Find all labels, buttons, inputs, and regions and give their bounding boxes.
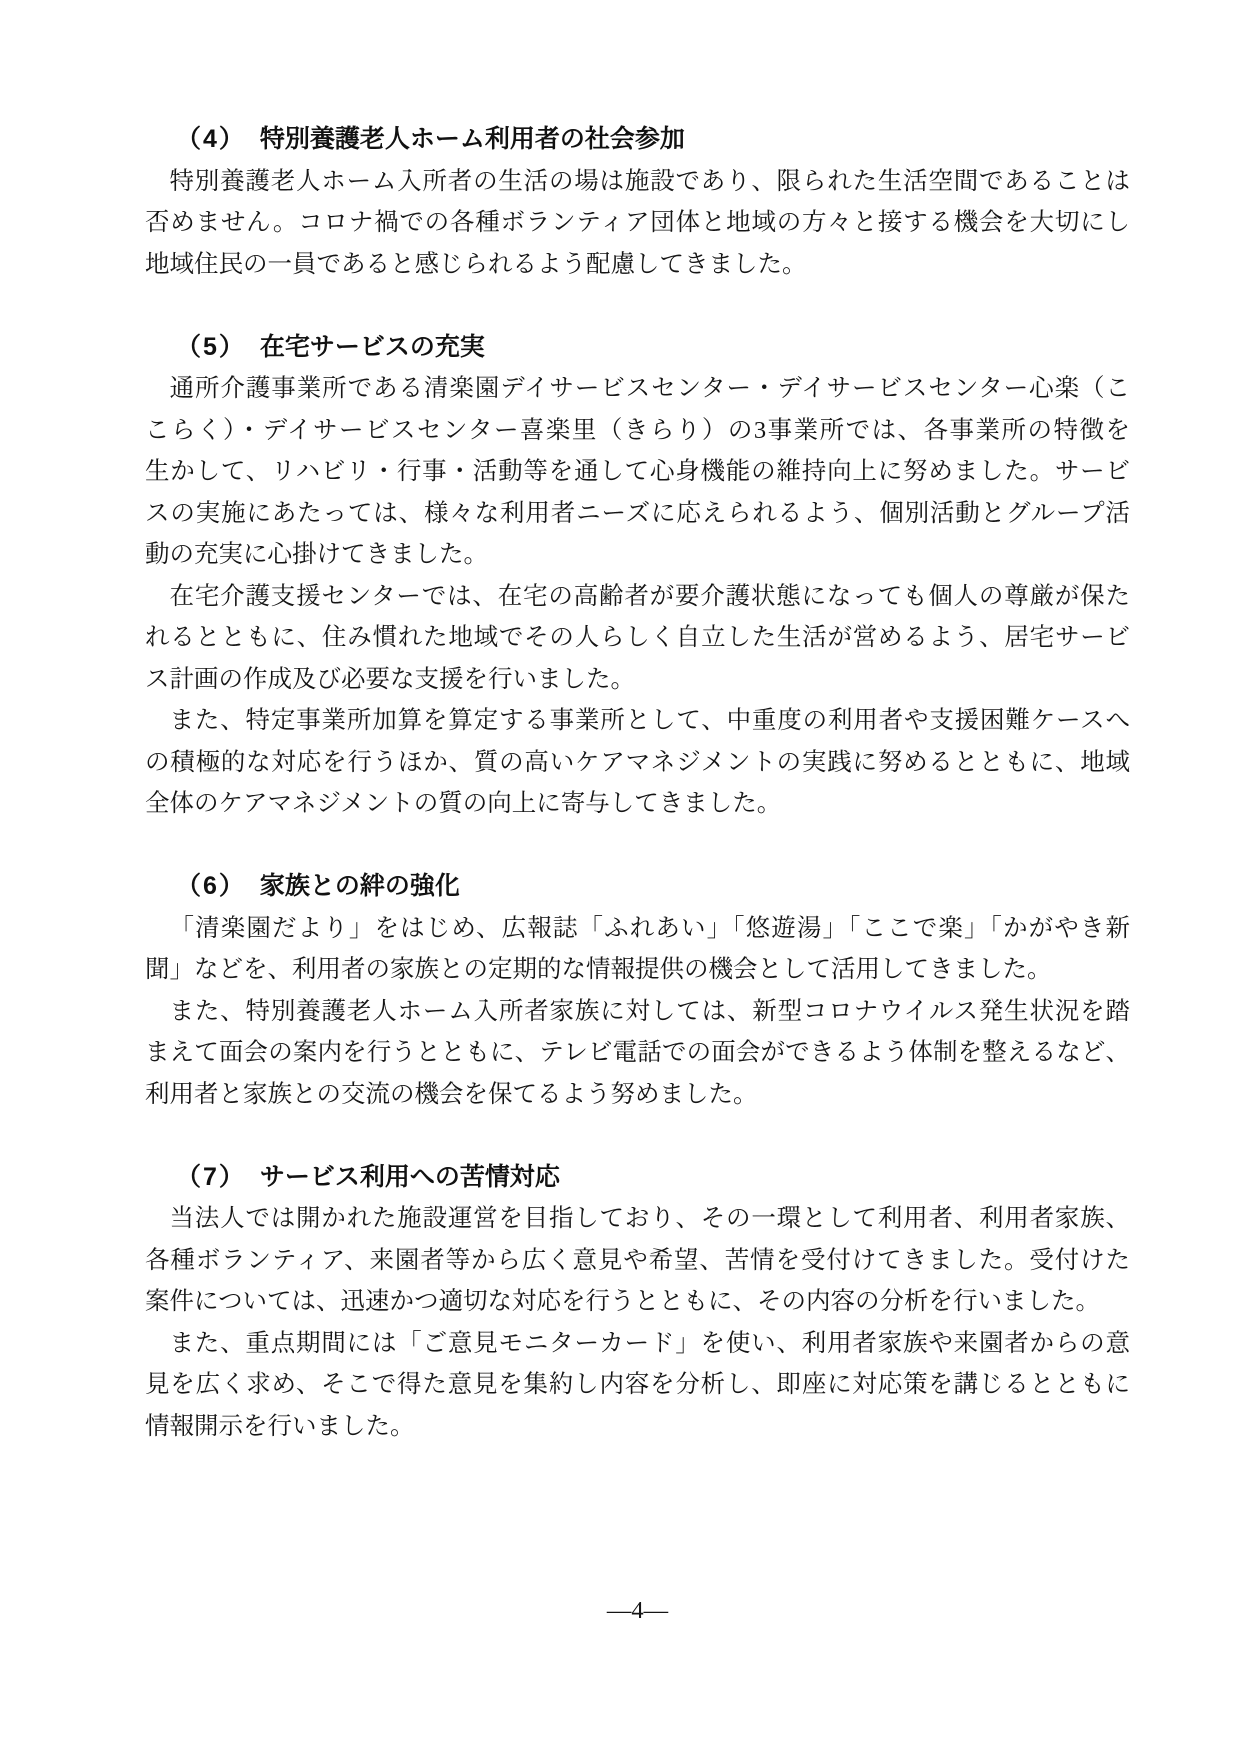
text-line: れるとともに、住み慣れた地域でその人らしく自立した生活が営めるよう、居宅サービ xyxy=(145,624,1130,651)
section-number: （4） xyxy=(176,125,246,153)
section-heading xyxy=(145,327,1130,369)
section-number: （7） xyxy=(176,1162,246,1191)
text-line: 利用者と家族との交流の機会を保てるよう努めました。 xyxy=(145,1080,758,1108)
text-line: 特別養護老人ホーム入所者の生活の場は施設であり、限られた生活空間であることは xyxy=(169,167,1130,195)
text-line: 生かして、リハビリ・行事・活動等を通して心身機能の維持向上に努めました。サービ xyxy=(145,458,1130,485)
text-line: 見を広く求め、そこで得た意見を集約し内容を分析し、即座に対応策を講じるとともに xyxy=(145,1371,1130,1398)
paragraph xyxy=(145,1198,1130,1323)
paragraph xyxy=(145,576,1130,701)
text-line: 「清楽園だより」をはじめ、広報誌「ふれあい」「悠遊湯」「ここで楽」「かがやき新 xyxy=(169,914,1130,942)
text-line: こらく）・デイサービスセンター喜楽里（きらり）の3事業所では、各事業所の特徴を xyxy=(145,416,1130,444)
section xyxy=(145,327,1130,825)
section-heading xyxy=(145,119,1130,161)
text-line: 聞」などを、利用者の家族との定期的な情報提供の機会として活用してきました。 xyxy=(145,956,1052,983)
paragraph xyxy=(145,161,1130,286)
text-line: ス計画の作成及び必要な支援を行いました。 xyxy=(145,665,635,693)
section-title: 在宅サービスの充実 xyxy=(259,332,485,361)
paragraph xyxy=(145,368,1130,576)
text-line: の積極的な対応を行うほか、質の高いケアマネジメントの実践に努めるとともに、地域 xyxy=(145,748,1130,776)
section-number: （5） xyxy=(176,332,246,361)
text-line: まえて面会の案内を行うとともに、テレビ電話での面会ができるよう体制を整えるなど、 xyxy=(145,1039,1130,1066)
text-line: 案件については、迅速かつ適切な対応を行うとともに、その内容の分析を行いました。 xyxy=(145,1288,1101,1315)
text-line: 在宅介護支援センターでは、在宅の高齢者が要介護状態になっても個人の尊厳が保た xyxy=(169,582,1130,610)
text-line: 否めません。コロナ禍での各種ボランティア団体と地域の方々と接する機会を大切にし xyxy=(145,209,1130,236)
text-line: 通所介護事業所である清楽園デイサービスセンター・デイサービスセンター心楽（こ xyxy=(169,375,1130,402)
section-title: サービス利用への苦情対応 xyxy=(259,1162,560,1191)
text-line: スの実施にあたっては、様々な利用者ニーズに応えられるよう、個別活動とグループ活 xyxy=(145,499,1130,527)
text-line: 当法人では開かれた施設運営を目指しており、その一環として利用者、利用者家族、 xyxy=(169,1205,1130,1232)
text-line: 情報開示を行いました。 xyxy=(145,1412,415,1440)
paragraph xyxy=(145,908,1130,991)
text-line: 各種ボランティア、来園者等から広く意見や希望、苦情を受付けてきました。受付けた xyxy=(145,1246,1130,1274)
paragraph xyxy=(145,700,1130,825)
section xyxy=(145,866,1130,1115)
text-line: また、重点期間には「ご意見モニターカード」を使い、利用者家族や来園者からの意 xyxy=(169,1329,1130,1357)
paragraph xyxy=(145,991,1130,1116)
section-title: 家族との絆の強化 xyxy=(259,872,460,900)
section xyxy=(145,119,1130,285)
section-title: 特別養護老人ホーム利用者の社会参加 xyxy=(259,125,685,153)
section xyxy=(145,1157,1130,1448)
section-heading xyxy=(145,1157,1130,1199)
section-number: （6） xyxy=(176,872,246,900)
section-heading xyxy=(145,866,1130,908)
paragraph xyxy=(145,1323,1130,1448)
text-line: 動の充実に心掛けてきました。 xyxy=(145,541,488,568)
document-content xyxy=(145,119,1130,1447)
text-line: また、特別養護老人ホーム入所者家族に対しては、新型コロナウイルス発生状況を踏 xyxy=(169,997,1130,1025)
page-number: —4— xyxy=(606,1597,669,1624)
text-line: また、特定事業所加算を算定する事業所として、中重度の利用者や支援困難ケースへ xyxy=(169,707,1130,734)
text-line: 地域住民の一員であると感じられるよう配慮してきました。 xyxy=(145,250,807,278)
text-line: 全体のケアマネジメントの質の向上に寄与してきました。 xyxy=(145,790,782,817)
